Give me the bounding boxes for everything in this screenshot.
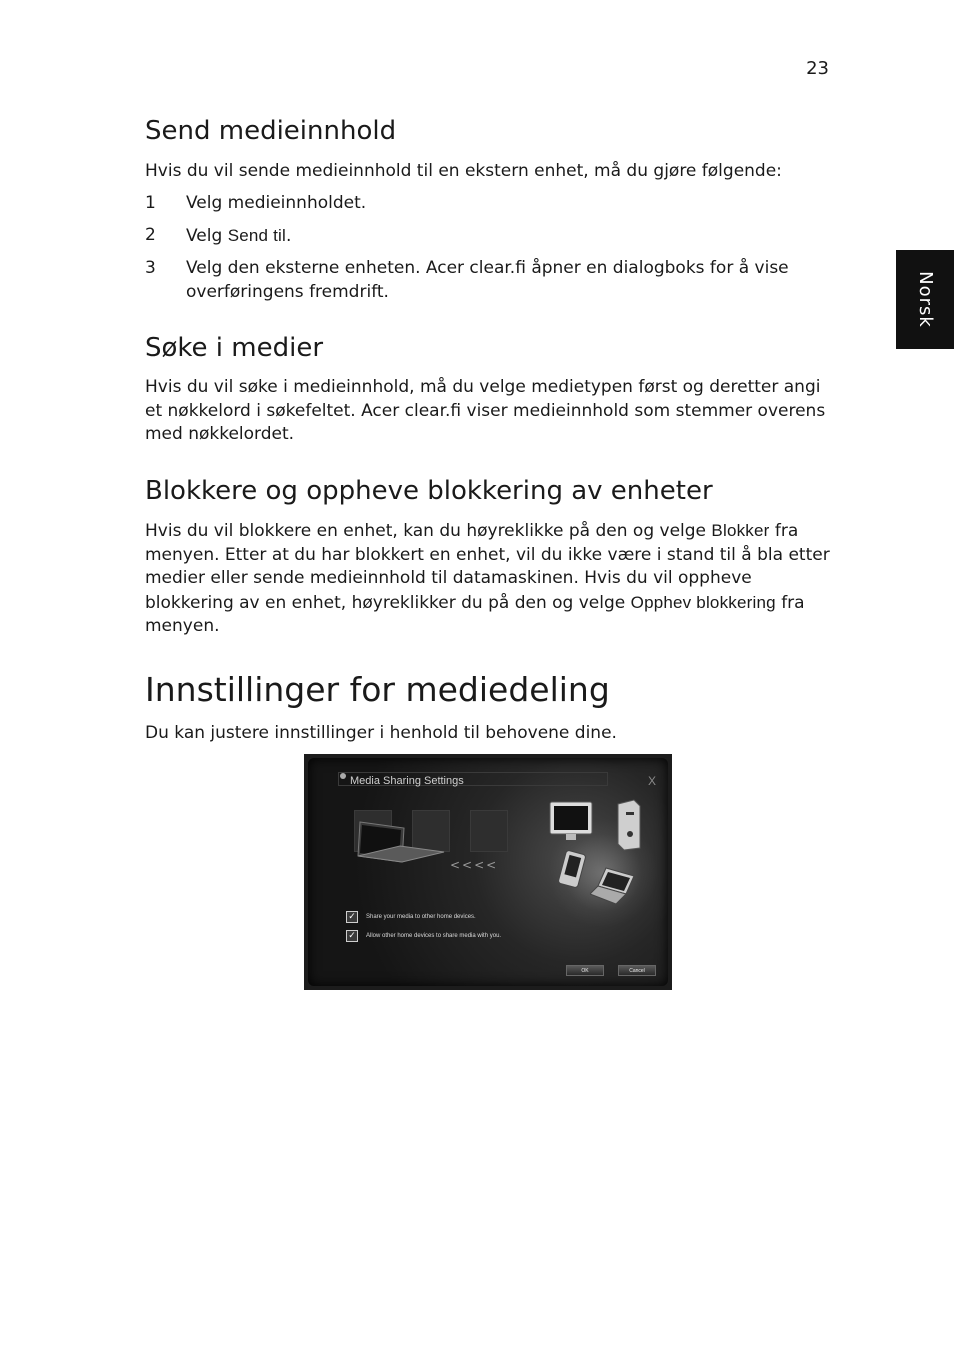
- settings-body: Du kan justere innstillinger i henhold til behovene dine.: [145, 723, 617, 743]
- unblock-term: Opphev blokkering: [630, 592, 776, 612]
- language-side-tab: [896, 250, 954, 349]
- phone-icon: [558, 850, 588, 890]
- cancel-button[interactable]: Cancel: [618, 965, 656, 976]
- search-body: Hvis du vil søke i medieinnhold, må du velge medietypen først og deretter angi et nøkkelord i søkefeltet. Acer clear.fi viser medieinnhold som stemmer overens med nøkkelordet.: [145, 377, 826, 444]
- step-text-before: Velg: [186, 226, 228, 246]
- settings-heading: Innstillinger for mediedeling: [145, 670, 610, 709]
- block-body-part-1: Hvis du vil blokkere en enhet, kan du høyreklikke på den og velge: [145, 521, 712, 541]
- share-media-checkbox[interactable]: ✓: [346, 911, 358, 923]
- step-text: Velg den eksterne enheten. Acer clear.fi åpner en dialogboks for å vise overføringens fremdrift.: [186, 258, 789, 302]
- allow-sharing-option[interactable]: [346, 930, 501, 942]
- block-body-part-2: fra menyen. Etter at du har blokkert en enhet, vil du ikke være i stand til å bla etter medier eller sende medieinnhold til datamaskinen. Hvis du vil oppheve blokkering av en enhet, høyreklikker du på den og velge: [145, 521, 830, 613]
- step-number: 2: [145, 225, 156, 245]
- block-heading: Blokkere og oppheve blokkering av enheter: [145, 476, 713, 506]
- share-media-label: Share your media to other home devices.: [366, 914, 476, 920]
- small-laptop-icon: [590, 864, 642, 906]
- step-number: 3: [145, 258, 156, 278]
- block-body: [145, 519, 830, 639]
- thumbnail: [470, 810, 508, 852]
- step-text: [186, 224, 826, 249]
- desktop-tower-icon: [614, 798, 644, 852]
- step-text-after: .: [286, 226, 292, 246]
- side-tab-label: Norsk: [914, 271, 936, 328]
- laptop-icon: [352, 818, 452, 878]
- send-intro: Hvis du vil sende medieinnhold til en ekstern enhet, må du gjøre følgende:: [145, 161, 782, 181]
- send-to-term: Send til: [227, 226, 286, 245]
- send-heading: Send medieinnhold: [145, 116, 397, 146]
- page-number: 23: [806, 58, 829, 79]
- ok-button[interactable]: OK: [566, 965, 604, 976]
- dialog-window: [308, 758, 668, 986]
- allow-sharing-checkbox[interactable]: ✓: [346, 930, 358, 942]
- share-media-option[interactable]: [346, 911, 476, 923]
- step-text: Velg medieinnholdet.: [186, 193, 367, 213]
- monitor-icon: [548, 800, 596, 844]
- allow-sharing-label: Allow other home devices to share media with you.: [366, 933, 502, 939]
- transfer-arrows-icon: <<<<: [450, 858, 499, 872]
- block-body-part-3: fra menyen.: [145, 592, 805, 636]
- dialog-title: Media Sharing Settings: [350, 775, 464, 787]
- close-icon[interactable]: X: [647, 774, 656, 788]
- media-sharing-screenshot: [304, 754, 672, 990]
- search-heading: Søke i medier: [145, 333, 324, 363]
- step-number: 1: [145, 193, 156, 213]
- block-term: Blokker: [711, 521, 770, 540]
